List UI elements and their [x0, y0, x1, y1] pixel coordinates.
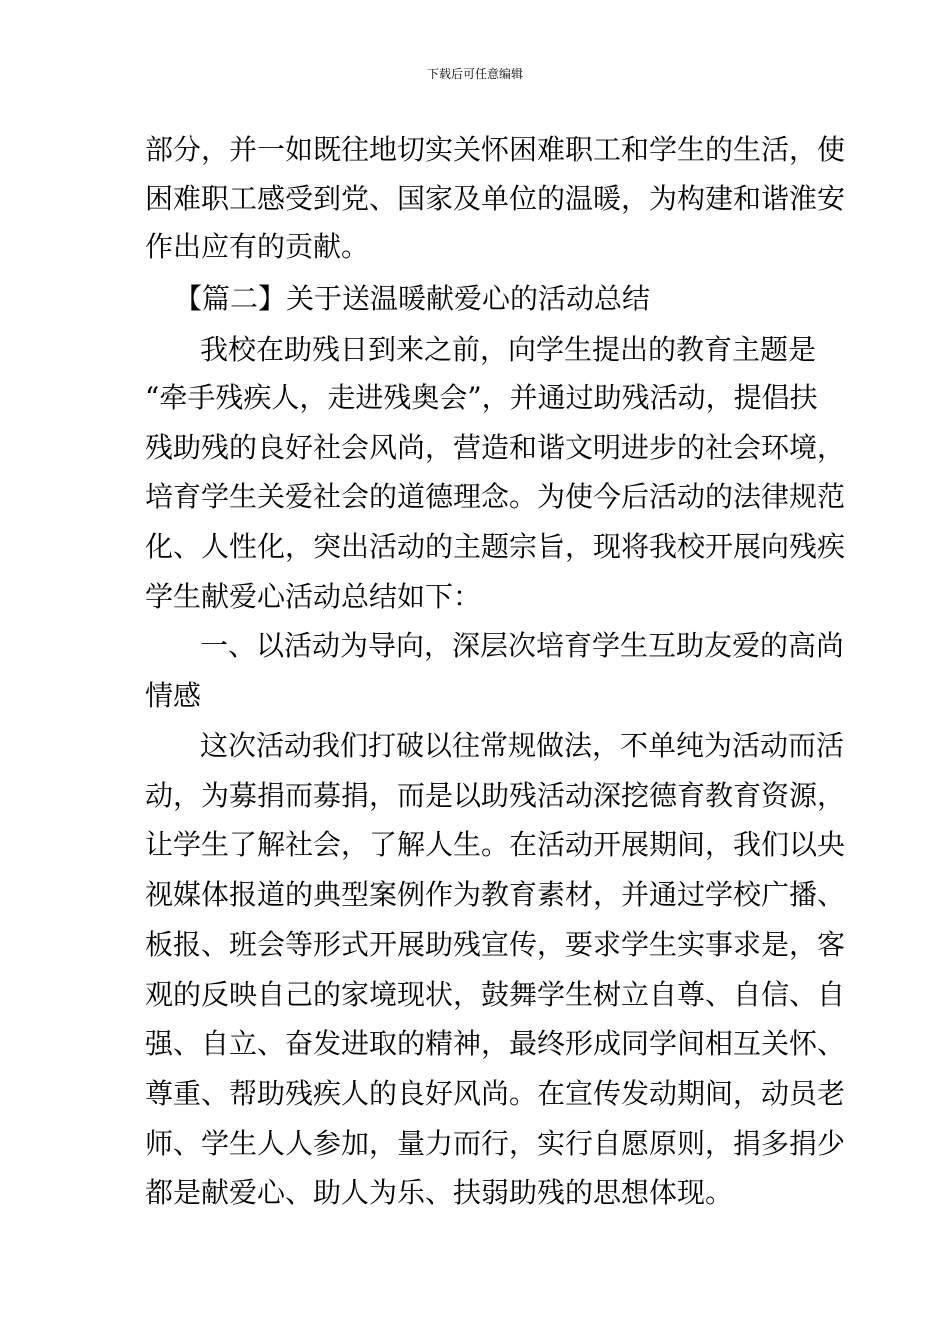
body-line: 强、自立、奋发进取的精神，最终形成同学间相互关怀、: [145, 1027, 846, 1060]
body-line: 学生献爱心活动总结如下：: [145, 580, 482, 613]
body-line: 化、人性化，突出活动的主题宗旨，现将我校开展向残疾: [145, 530, 846, 563]
body-line: 动，为募捐而募捐，而是以助残活动深挖德育教育资源，: [145, 779, 846, 812]
body-line: 这次活动我们打破以往常规做法，不单纯为活动而活: [200, 729, 845, 762]
body-line: 都是献爱心、助人为乐、扶弱助残的思想体现。: [145, 1176, 734, 1209]
section-heading: 【篇二】关于送温暖献爱心的活动总结: [174, 282, 651, 315]
body-line: 板报、班会等形式开展助残宣传，要求学生实事求是，客: [145, 928, 846, 961]
body-line: 观的反映自己的家境现状，鼓舞学生树立自尊、自信、自: [145, 978, 846, 1011]
body-line: 尊重、帮助残疾人的良好风尚。在宣传发动期间，动员老: [145, 1077, 846, 1110]
body-line: 培育学生关爱社会的道德理念。为使今后活动的法律规范: [145, 480, 846, 513]
page-header-note: 下载后可任意编辑: [426, 67, 523, 81]
body-line: “牵手残疾人，走进残奥会”，并通过助残活动，提倡扶: [145, 381, 818, 414]
body-line: 作出应有的贡献。: [145, 230, 370, 263]
body-line: 残助残的良好社会风尚，营造和谐文明进步的社会环境，: [145, 431, 846, 464]
body-line: 困难职工感受到党、国家及单位的温暖，为构建和谐淮安: [145, 182, 846, 215]
body-line: 师、学生人人参加，量力而行，实行自愿原则，捐多捐少: [145, 1127, 846, 1160]
body-line: 部分，并一如既往地切实关怀困难职工和学生的生活，使: [145, 133, 846, 166]
body-line: 让学生了解社会，了解人生。在活动开展期间，我们以央: [145, 828, 846, 861]
body-line: 视媒体报道的典型案例作为教育素材，并通过学校广播、: [145, 878, 846, 911]
subsection-heading: 一、以活动为导向，深层次培育学生互助友爱的高尚: [200, 629, 845, 662]
subsection-heading-continued: 情感: [145, 679, 202, 712]
body-line: 我校在助残日到来之前，向学生提出的教育主题是: [200, 333, 817, 366]
